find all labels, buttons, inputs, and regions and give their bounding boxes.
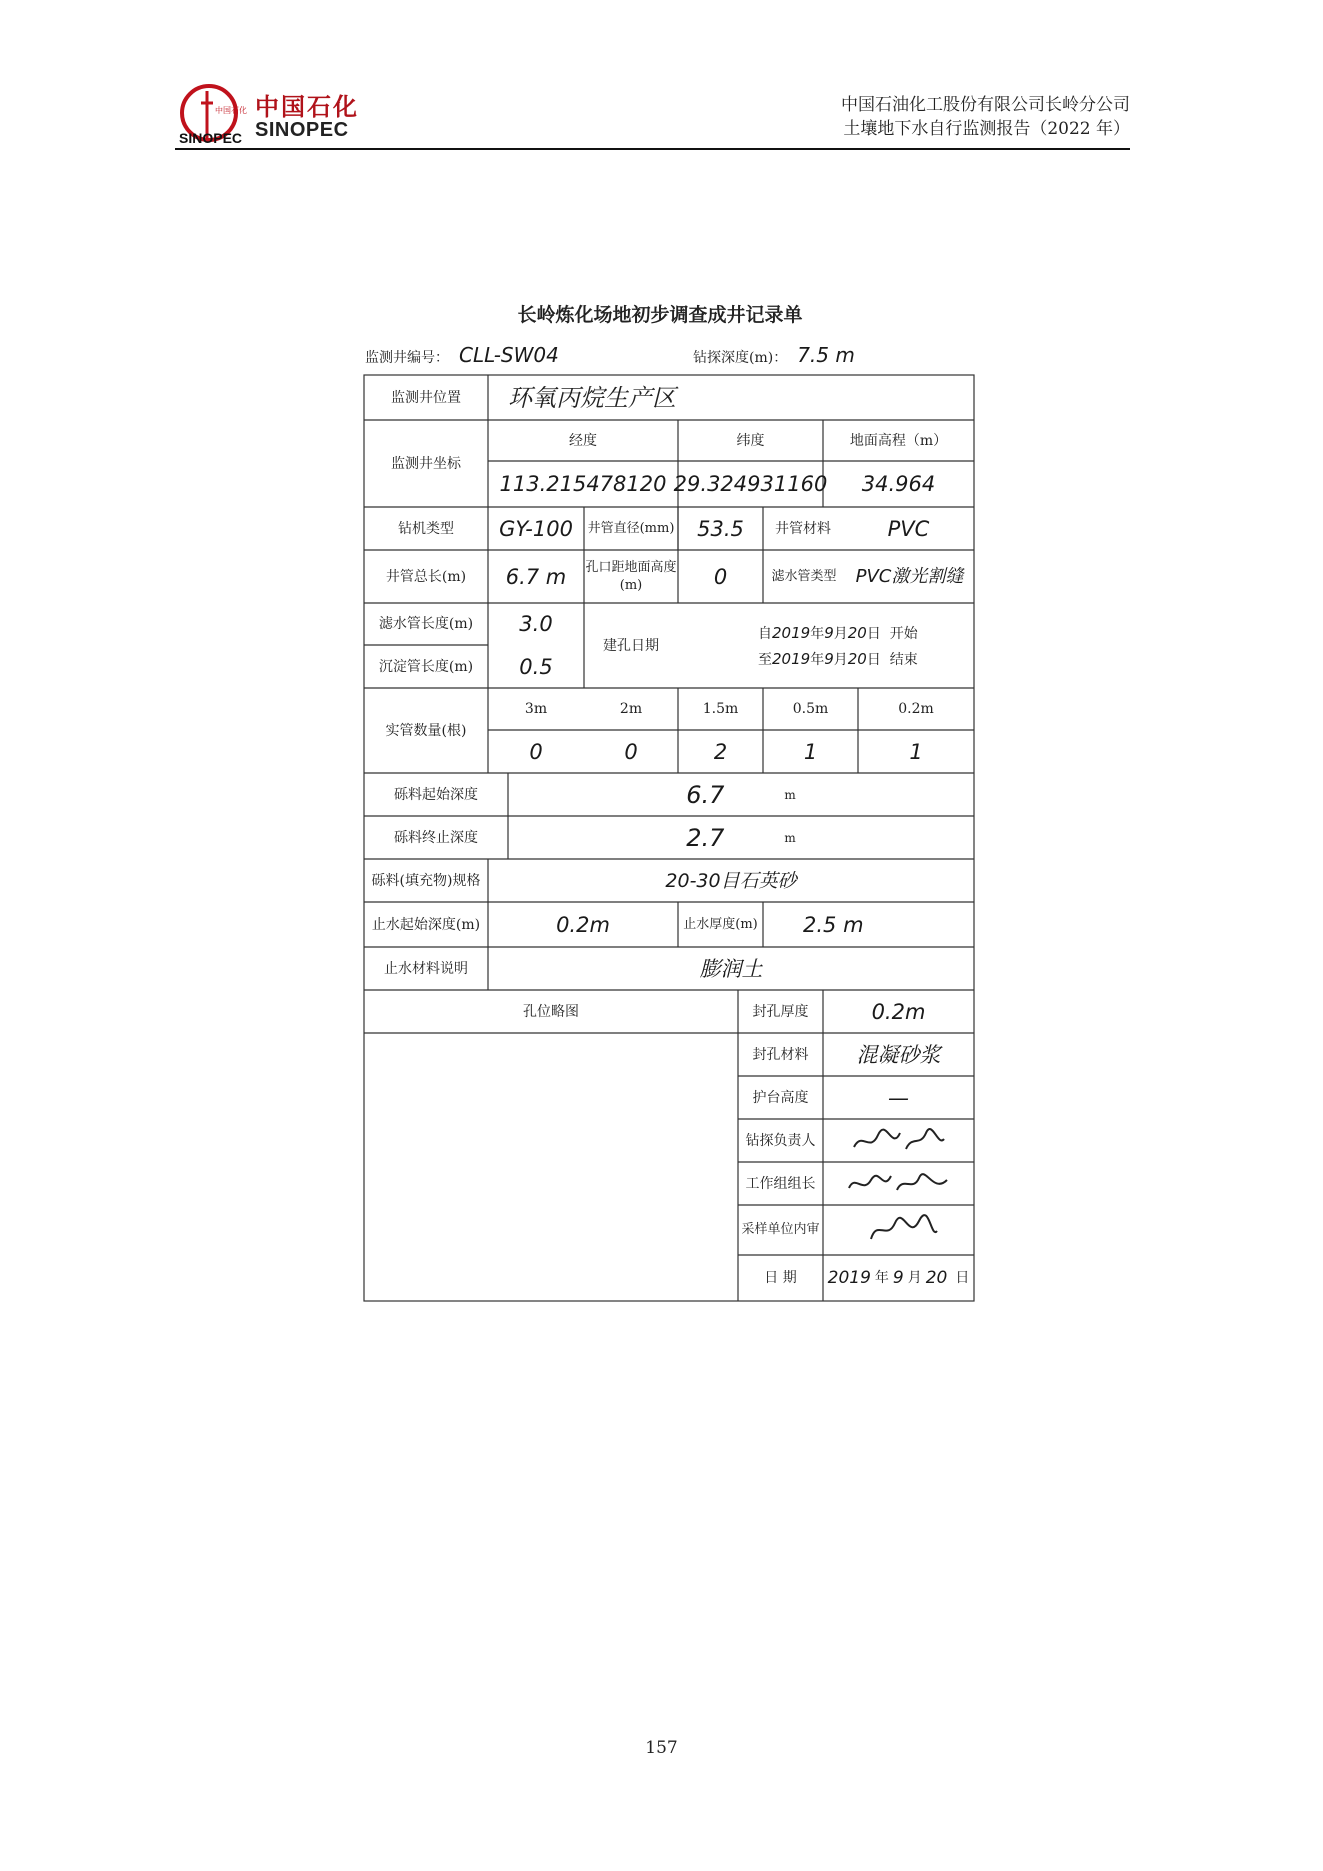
pipe-material-value: PVC bbox=[887, 516, 930, 541]
gravel-start-value-line bbox=[508, 773, 974, 816]
pipe-diameter-label: 井管直径(mm) bbox=[587, 520, 675, 536]
screen-type-value: PVC激光割缝 bbox=[855, 565, 964, 587]
solid-pipe-label: 实管数量(根) bbox=[385, 722, 467, 739]
rig-type-label: 钻机类型 bbox=[398, 520, 454, 537]
start-day: 20 bbox=[847, 624, 867, 642]
well-record-table bbox=[358, 373, 980, 1305]
seal-start-label: 止水起始深度(m) bbox=[371, 916, 481, 933]
well-number-line bbox=[365, 343, 559, 367]
location-value: 环氧丙烷生产区 bbox=[508, 383, 676, 412]
rig-type-value: GY-100 bbox=[499, 516, 573, 541]
sinopec-logo bbox=[175, 81, 375, 147]
start-year: 2019 bbox=[772, 624, 811, 642]
pipe-diameter-value: 53.5 bbox=[697, 516, 744, 541]
well-number-value: CLL-SW04 bbox=[459, 343, 559, 367]
end-month: 9 bbox=[824, 650, 834, 668]
cap-material-value: 混凝砂浆 bbox=[856, 1042, 941, 1067]
seal-thickness-label: 止水厚度(m) bbox=[683, 916, 758, 932]
build-start-date bbox=[758, 623, 918, 643]
solid-pipe-count: 1 bbox=[803, 739, 818, 764]
gravel-start-unit: m bbox=[784, 787, 796, 802]
latitude-value: 29.324931160 bbox=[673, 472, 828, 496]
sign-date-day: 20 bbox=[925, 1268, 948, 1288]
platform-height-label: 护台高度 bbox=[752, 1089, 809, 1106]
start-prefix: 自 bbox=[758, 626, 772, 642]
pipe-length-value: 6.7 m bbox=[505, 564, 567, 589]
gravel-start-label: 砾料起始深度 bbox=[394, 786, 478, 803]
drill-lead-label: 钻探负责人 bbox=[745, 1132, 816, 1149]
work-lead-label: 工作组组长 bbox=[745, 1175, 816, 1192]
form-title: 长岭炼化场地初步调查成井记录单 bbox=[517, 304, 803, 326]
date-label: 日 期 bbox=[764, 1270, 797, 1286]
solid-pipe-size: 0.2m bbox=[898, 701, 934, 717]
solid-pipe-size: 3m bbox=[524, 701, 548, 717]
cap-material-label: 封孔材料 bbox=[752, 1046, 809, 1063]
gravel-spec-label: 砾料(填充物)规格 bbox=[371, 872, 481, 889]
collar-height-value: 0 bbox=[713, 564, 728, 589]
seal-thickness-value: 2.5 m bbox=[803, 912, 864, 937]
sign-date-year-unit: 年 bbox=[874, 1270, 889, 1286]
solid-pipe-count: 0 bbox=[529, 739, 543, 764]
start-month-unit: 月 bbox=[833, 626, 848, 642]
sign-date-month: 9 bbox=[892, 1268, 904, 1288]
internal-review-label: 采样单位内审 bbox=[741, 1222, 820, 1237]
elevation-value: 34.964 bbox=[861, 472, 936, 496]
sump-length-label: 沉淀管长度(m) bbox=[378, 658, 474, 675]
internal-review-signature bbox=[863, 1211, 943, 1249]
solid-pipe-count: 2 bbox=[713, 739, 728, 764]
drill-depth-line bbox=[693, 343, 855, 367]
svg-text:SINOPEC: SINOPEC bbox=[179, 130, 243, 146]
longitude-value: 113.215478120 bbox=[499, 472, 667, 496]
collar-height-label: 孔口距地面高度(m) bbox=[585, 559, 677, 593]
longitude-header: 经度 bbox=[569, 432, 597, 449]
location-label: 监测井位置 bbox=[391, 389, 461, 406]
company-name: 中国石油化工股份有限公司长岭分公司 bbox=[841, 95, 1130, 115]
svg-text:中国石化: 中国石化 bbox=[215, 106, 247, 115]
latitude-header: 纬度 bbox=[736, 432, 765, 449]
drill-depth-value: 7.5 m bbox=[797, 343, 855, 367]
solid-pipe-size: 1.5m bbox=[702, 701, 739, 717]
logo-chinese-text: 中国石化 bbox=[255, 93, 359, 121]
end-day-unit: 日 bbox=[866, 652, 881, 668]
sketch-area bbox=[364, 1033, 738, 1301]
seal-material-value: 膨润土 bbox=[699, 956, 763, 981]
solid-pipe-count: 1 bbox=[909, 739, 923, 764]
pipe-length-label: 井管总长(m) bbox=[385, 568, 467, 585]
pipe-material-label: 井管材料 bbox=[775, 520, 831, 537]
sign-date-year: 2019 bbox=[827, 1268, 871, 1288]
sign-date bbox=[823, 1255, 974, 1301]
screen-length-label: 滤水管长度(m) bbox=[378, 616, 474, 632]
drill-lead-signature bbox=[848, 1125, 948, 1157]
solid-pipe-count: 0 bbox=[624, 739, 638, 764]
end-month-unit: 月 bbox=[833, 652, 848, 668]
end-prefix: 至 bbox=[758, 652, 772, 668]
gravel-end-unit: m bbox=[784, 830, 796, 845]
drill-depth-label: 钻探深度(m)： bbox=[693, 350, 788, 366]
start-year-unit: 年 bbox=[810, 626, 825, 642]
end-year-unit: 年 bbox=[810, 652, 825, 668]
page-header bbox=[175, 75, 1130, 150]
sign-date-month-unit: 月 bbox=[907, 1270, 922, 1286]
header-divider bbox=[175, 148, 1130, 150]
gravel-end-label: 砾料终止深度 bbox=[394, 829, 478, 846]
elevation-header: 地面高程（m） bbox=[849, 432, 948, 449]
platform-height-value: — bbox=[888, 1085, 909, 1110]
screen-type-label: 滤水管类型 bbox=[771, 568, 837, 584]
sketch-label: 孔位略图 bbox=[523, 1003, 579, 1020]
seal-material-label: 止水材料说明 bbox=[384, 960, 468, 977]
cap-thickness-value: 0.2m bbox=[871, 999, 926, 1024]
sump-length-value: 0.5 bbox=[519, 654, 553, 679]
screen-length-value: 3.0 bbox=[519, 612, 553, 636]
header-title-block bbox=[841, 93, 1130, 141]
start-month: 9 bbox=[824, 624, 834, 642]
work-lead-signature bbox=[843, 1168, 953, 1200]
start-day-unit: 日 bbox=[866, 626, 881, 642]
solid-pipe-size: 0.5m bbox=[792, 701, 829, 717]
seal-start-value: 0.2m bbox=[556, 912, 610, 937]
end-day: 20 bbox=[847, 650, 867, 668]
solid-pipe-size: 2m bbox=[619, 701, 643, 717]
gravel-start-value: 6.7 bbox=[686, 780, 725, 809]
gravel-end-value-line bbox=[508, 816, 974, 859]
sign-date-day-unit: 日 bbox=[955, 1270, 970, 1286]
well-number-label: 监测井编号： bbox=[365, 350, 449, 366]
coordinates-label: 监测井坐标 bbox=[391, 455, 461, 472]
start-word: 开始 bbox=[889, 626, 918, 642]
page-number: 157 bbox=[645, 1738, 678, 1758]
sinopec-emblem-icon bbox=[177, 83, 247, 146]
cap-thickness-label: 封孔厚度 bbox=[752, 1003, 809, 1020]
build-date-label: 建孔日期 bbox=[603, 637, 659, 654]
logo-english-text: SINOPEC bbox=[255, 119, 349, 141]
gravel-spec-value: 20-30目石英砂 bbox=[665, 869, 797, 892]
end-word: 结束 bbox=[889, 652, 918, 668]
report-name: 土壤地下水自行监测报告（2022 年） bbox=[843, 119, 1130, 139]
build-end-date bbox=[758, 649, 918, 669]
gravel-end-value: 2.7 bbox=[686, 823, 725, 852]
end-year: 2019 bbox=[772, 650, 811, 668]
